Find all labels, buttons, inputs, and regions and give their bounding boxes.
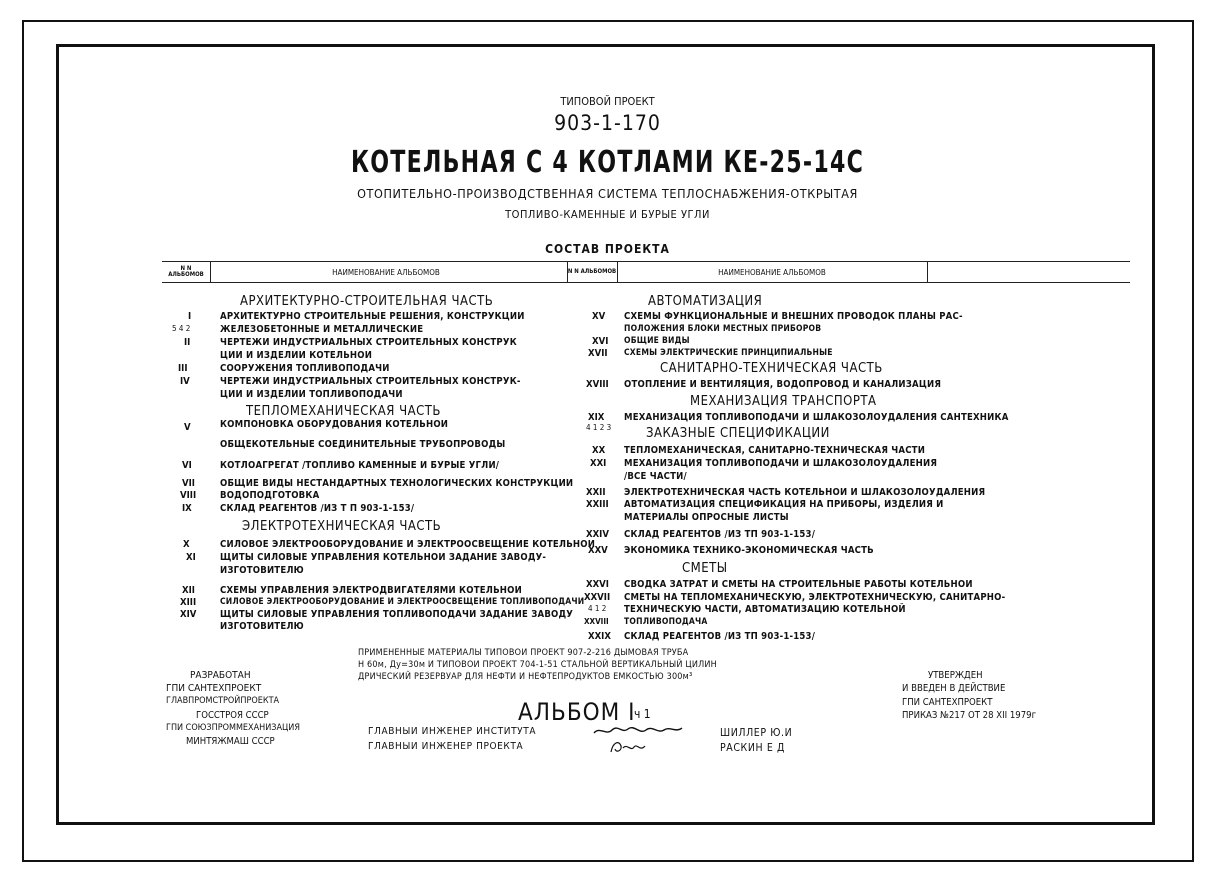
album-num: XI (186, 552, 196, 563)
album-row-cont: ТЕХНИЧЕСКУЮ ЧАСТИ, АВТОМАТИЗАЦИЮ КОТЕЛЬНОЙ (624, 604, 906, 615)
album-num: XIV (180, 609, 197, 620)
album-num-note: 5 4 2 (172, 324, 191, 333)
section-transport: МЕХАНИЗАЦИЯ ТРАНСПОРТА (690, 394, 877, 409)
album-row: ОБЩИЕ ВИДЫ НЕСТАНДАРТНЫХ ТЕХНОЛОГИЧЕСКИХ КОНСТРУКЦИИ (220, 478, 574, 489)
album-num: III (178, 363, 188, 374)
album-num: VII (182, 478, 195, 489)
album-num: XV (592, 311, 606, 322)
album-row: СИЛОВОЕ ЭЛЕКТРООБОРУДОВАНИЕ И ЭЛЕКТРООСВЕЩЕНИЕ КОТЕЛЬНОИ (220, 539, 596, 550)
album-row: ВОДОПОДГОТОВКА (220, 490, 320, 501)
album-num: XVII (588, 348, 608, 359)
album-num: XXII (586, 487, 606, 498)
album-row-cont: ЦИИ И ИЗДЕЛИИ КОТЕЛЬНОИ (220, 350, 373, 361)
signature-1 (592, 724, 684, 738)
project-title: КОТЕЛЬНАЯ С 4 КОТЛАМИ КЕ-25-14С (350, 145, 865, 180)
album-row-cont: ПОЛОЖЕНИЯ БЛОКИ МЕСТНЫХ ПРИБОРОВ (624, 324, 822, 334)
album-row: ЧЕРТЕЖИ ИНДУСТРИАЛЬНЫХ СТРОИТЕЛЬНЫХ КОНСТРУК (220, 337, 517, 348)
album-row: МЕХАНИЗАЦИЯ ТОПЛИВОПОДАЧИ И ШЛАКОЗОЛОУДАЛЕНИЯ САНТЕХНИКА (624, 412, 1009, 423)
album-row: АРХИТЕКТУРНО СТРОИТЕЛЬНЫЕ РЕШЕНИЯ, КОНСТРУКЦИИ (220, 311, 525, 322)
album-num: XVI (592, 336, 609, 347)
album-num: XVIII (586, 379, 609, 390)
album-name-header-left: НАИМЕНОВАНИЕ АЛЬБОМОВ (332, 267, 440, 277)
album-row: КОТЛОАГРЕГАТ /ТОПЛИВО КАМЕННЫЕ И БУРЫЕ УГЛИ/ (220, 460, 500, 471)
album-num: XXVII (584, 592, 611, 603)
album-num: XIII (180, 597, 197, 608)
album-num: VIII (180, 490, 197, 501)
album-num-note: 4 1 2 (588, 604, 607, 613)
album-num: XII (182, 585, 195, 596)
album-row: СМЕТЫ НА ТЕПЛОМЕХАНИЧЕСКУЮ, ЭЛЕКТРОТЕХНИЧЕСКУЮ, САНИТАРНО- (624, 592, 1006, 603)
album-row: СООРУЖЕНИЯ ТОПЛИВОПОДАЧИ (220, 363, 390, 374)
album-row: ЧЕРТЕЖИ ИНДУСТРИАЛЬНЫХ СТРОИТЕЛЬНЫХ КОНСТРУК- (220, 376, 521, 387)
section-electro: ЭЛЕКТРОТЕХНИЧЕСКАЯ ЧАСТЬ (242, 519, 442, 534)
signatory-name: РАСКИН Е Д (720, 742, 785, 754)
table-header (162, 261, 1130, 283)
album-no-header-right: N N АЛЬБОМОВ (567, 268, 617, 275)
album-num: IV (180, 376, 190, 387)
album-num: V (184, 422, 191, 433)
project-subtitle: ОТОПИТЕЛЬНО-ПРОИЗВОДСТВЕННАЯ СИСТЕМА ТЕПЛОСНАБЖЕНИЯ-ОТКРЫТАЯ (357, 186, 858, 201)
album-num: IX (182, 503, 192, 514)
developer-org: МИНТЯЖМАШ СССР (186, 736, 275, 747)
album-row-cont: ИЗГОТОВИТЕЛЮ (220, 565, 304, 576)
album-num: VI (182, 460, 192, 471)
album-row: МЕХАНИЗАЦИЯ ТОПЛИВОПОДАЧИ И ШЛАКОЗОЛОУДАЛЕНИЯ (624, 458, 938, 469)
album-num: XXV (588, 545, 608, 556)
fuel-subtitle: ТОПЛИВО-КАМЕННЫЕ И БУРЫЕ УГЛИ (505, 208, 710, 221)
album-row: ОБЩИЕ ВИДЫ (624, 336, 690, 346)
album-row: АВТОМАТИЗАЦИЯ СПЕЦИФИКАЦИЯ НА ПРИБОРЫ, ИЗДЕЛИЯ И (624, 499, 944, 510)
approval-line: И ВВЕДЕН В ДЕЙСТВИЕ (902, 683, 1006, 694)
album-row-cont: ЦИИ И ИЗДЕЛИИ ТОПЛИВОПОДАЧИ (220, 389, 403, 400)
applied-materials-line: Н 60м, Ду=30м И ТИПОВОИ ПРОЕКТ 704-1-51 СТАЛЬНОЙ ВЕРТИКАЛЬНЫЙ ЦИЛИН (358, 660, 717, 670)
approved-label: УТВЕРЖДЕН (928, 670, 983, 681)
developer-org: ГПИ САНТЕХПРОЕКТ (166, 683, 262, 694)
album-num: XXI (590, 458, 607, 469)
album-num: I (188, 311, 192, 322)
approval-org: ГПИ САНТЕХПРОЕКТ (902, 697, 993, 708)
album-num-note: 4 1 2 3 (586, 423, 612, 432)
type-project-label: ТИПОВОЙ ПРОЕКТ (560, 95, 655, 108)
signature-2 (607, 738, 651, 756)
album-num: X (183, 539, 190, 550)
section-sanitary: САНИТАРНО-ТЕХНИЧЕСКАЯ ЧАСТЬ (660, 361, 883, 376)
developed-by-label: РАЗРАБОТАН (190, 670, 251, 681)
album-num: XXIV (586, 529, 609, 540)
album-row: ТЕПЛОМЕХАНИЧЕСКАЯ, САНИТАРНО-ТЕХНИЧЕСКАЯ ЧАСТИ (624, 445, 926, 456)
section-automation: АВТОМАТИЗАЦИЯ (648, 294, 763, 309)
signatory-name: ШИЛЛЕР Ю.И (720, 727, 793, 739)
project-number: 903-1-170 (554, 111, 661, 135)
album-row: СИЛОВОЕ ЭЛЕКТРООБОРУДОВАНИЕ И ЭЛЕКТРООСВЕЩЕНИЕ ТОПЛИВОПОДАЧИ (220, 597, 585, 607)
album-label: АЛЬБОМ I (518, 698, 636, 726)
album-row: ЖЕЛЕЗОБЕТОННЫЕ И МЕТАЛЛИЧЕСКИЕ (220, 324, 424, 335)
album-row-cont: ОБЩЕКОТЕЛЬНЫЕ СОЕДИНИТЕЛЬНЫЕ ТРУБОПРОВОДЫ (220, 439, 506, 450)
album-name-header-right: НАИМЕНОВАНИЕ АЛЬБОМОВ (718, 267, 826, 277)
album-row: СКЛАД РЕАГЕНТОВ /ИЗ ТП 903-1-153/ (624, 529, 816, 540)
section-thermo: ТЕПЛОМЕХАНИЧЕСКАЯ ЧАСТЬ (246, 404, 441, 419)
album-row: КОМПОНОВКА ОБОРУДОВАНИЯ КОТЕЛЬНОИ (220, 419, 449, 430)
approval-order: ПРИКАЗ №217 ОТ 28 XII 1979г (902, 710, 1037, 721)
album-num: XX (592, 445, 606, 456)
album-row: СХЕМЫ ЭЛЕКТРИЧЕСКИЕ ПРИНЦИПИАЛЬНЫЕ (624, 348, 833, 358)
developer-org: ГОССТРОЯ СССР (196, 710, 269, 721)
composition-heading: СОСТАВ ПРОЕКТА (545, 242, 670, 256)
album-num: XXVI (586, 579, 609, 590)
album-row: ОТОПЛЕНИЕ И ВЕНТИЛЯЦИЯ, ВОДОПРОВОД И КАНАЛИЗАЦИЯ (624, 379, 942, 390)
album-row-cont: МАТЕРИАЛЫ ОПРОСНЫЕ ЛИСТЫ (624, 512, 789, 523)
album-no-header-left: N N АЛЬБОМОВ (168, 265, 204, 278)
album-row: СКЛАД РЕАГЕНТОВ /ИЗ ТП 903-1-153/ (624, 631, 816, 642)
album-row-cont: ИЗГОТОВИТЕЛЮ (220, 621, 304, 632)
developer-org: ГЛАВПРОМСТРОЙПРОЕКТА (166, 696, 280, 706)
album-row: СКЛАД РЕАГЕНТОВ /ИЗ Т П 903-1-153/ (220, 503, 415, 514)
album-row: ЭЛЕКТРОТЕХНИЧЕСКАЯ ЧАСТЬ КОТЕЛЬНОИ И ШЛАКОЗОЛОУДАЛЕНИЯ (624, 487, 986, 498)
album-num: XXIII (586, 499, 609, 510)
album-row: ЭКОНОМИКА ТЕХНИКО-ЭКОНОМИЧЕСКАЯ ЧАСТЬ (624, 545, 874, 556)
album-row: СХЕМЫ УПРАВЛЕНИЯ ЭЛЕКТРОДВИГАТЕЛЯМИ КОТЕЛЬНОИ (220, 585, 522, 596)
album-row: ЩИТЫ СИЛОВЫЕ УПРАВЛЕНИЯ ТОПЛИВОПОДАЧИ ЗАДАНИЕ ЗАВОДУ (220, 609, 574, 620)
album-part: ч 1 (634, 707, 651, 721)
section-specifications: ЗАКАЗНЫЕ СПЕЦИФИКАЦИИ (646, 426, 830, 441)
album-row: СХЕМЫ ФУНКЦИОНАЛЬНЫЕ И ВНЕШНИХ ПРОВОДОК ПЛАНЫ РАС- (624, 311, 963, 322)
chief-engineer-institute: ГЛАВНЫИ ИНЖЕНЕР ИНСТИТУТА (368, 726, 537, 737)
album-num: II (184, 337, 191, 348)
section-architecture: АРХИТЕКТУРНО-СТРОИТЕЛЬНАЯ ЧАСТЬ (240, 294, 494, 309)
album-num: XXIX (588, 631, 611, 642)
album-row-cont: /ВСЕ ЧАСТИ/ (624, 471, 687, 482)
section-estimates: СМЕТЫ (682, 561, 728, 576)
chief-engineer-project: ГЛАВНЫИ ИНЖЕНЕР ПРОЕКТА (368, 741, 524, 752)
developer-org: ГПИ СОЮЗПРОММЕХАНИЗАЦИЯ (166, 723, 300, 733)
album-row: ЩИТЫ СИЛОВЫЕ УПРАВЛЕНИЯ КОТЕЛЬНОИ ЗАДАНИЕ ЗАВОДУ- (220, 552, 547, 563)
applied-materials-line: ПРИМЕНЕННЫЕ МАТЕРИАЛЫ ТИПОВОИ ПРОЕКТ 907-2-216 ДЫМОВАЯ ТРУБА (358, 648, 689, 658)
album-num: XIX (588, 412, 605, 423)
album-num: XXVIII (584, 617, 609, 626)
applied-materials-line: ДРИЧЕСКИЙ РЕЗЕРВУАР ДЛЯ НЕФТИ И НЕФТЕПРОДУКТОВ ЕМКОСТЬЮ 300м³ (358, 672, 693, 682)
album-row: ТОПЛИВОПОДАЧА (624, 617, 708, 627)
album-row: СВОДКА ЗАТРАТ И СМЕТЫ НА СТРОИТЕЛЬНЫЕ РАБОТЫ КОТЕЛЬНОИ (624, 579, 973, 590)
